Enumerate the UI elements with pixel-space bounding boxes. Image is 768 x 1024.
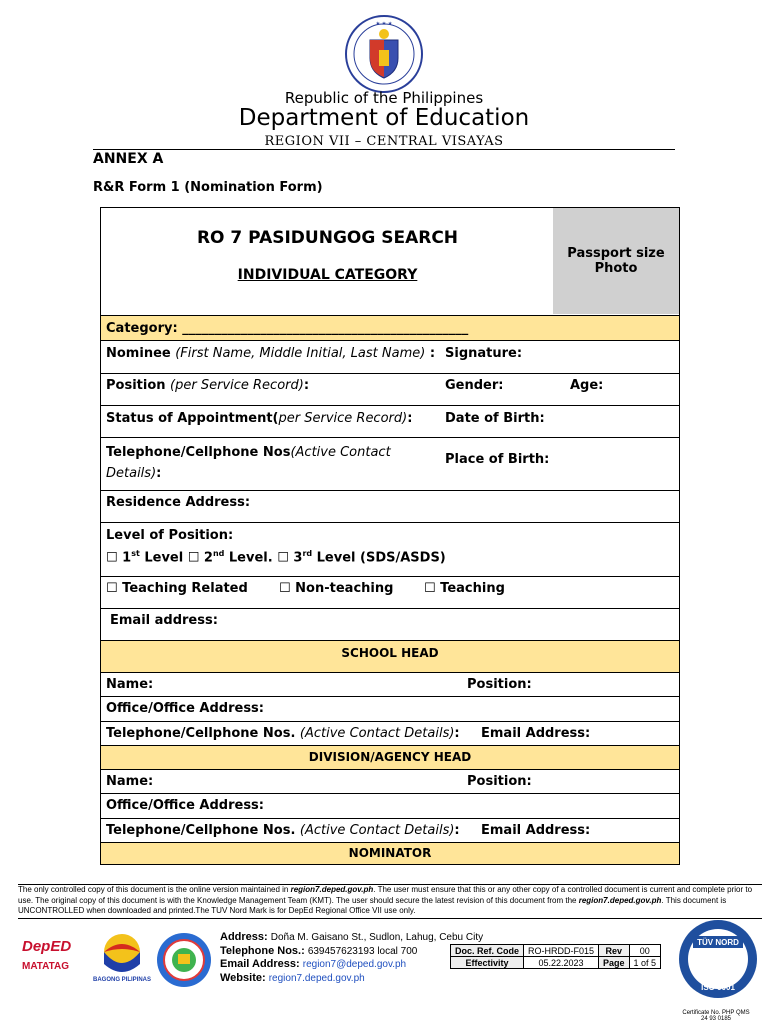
republic-heading: Republic of the Philippines xyxy=(284,89,484,107)
telephone-colon: : xyxy=(156,466,162,481)
level-3-text: Level (SDS/ASDS) xyxy=(312,550,446,566)
school-head-tel-colon: : xyxy=(454,726,460,741)
nominator-heading: NOMINATOR xyxy=(348,846,432,860)
department-heading: Department of Education xyxy=(238,105,530,131)
page-value: 1 of 5 xyxy=(629,957,661,969)
nominee-label: Nominee xyxy=(106,346,171,361)
school-head-email-label: Email Address: xyxy=(481,726,591,741)
iso-text: ISO 9001 xyxy=(701,983,735,992)
division-head-section xyxy=(101,745,679,769)
telephone-label: Telephone Nos.: xyxy=(220,944,308,957)
school-head-tel-hint: (Active Contact Details) xyxy=(299,726,455,741)
rev-label: Rev xyxy=(599,945,630,957)
region-vii-seal xyxy=(156,932,212,988)
cert-line2: 24 93 0185 xyxy=(700,1016,732,1022)
deped-logo-text: DepED xyxy=(22,938,72,955)
teaching-checkbox[interactable]: ☐ Teaching xyxy=(424,581,505,596)
svg-text:★ ★ ★: ★ ★ ★ xyxy=(375,21,393,27)
category-row[interactable] xyxy=(101,315,679,340)
gender-label: Gender: xyxy=(445,378,504,393)
passport-photo-box[interactable] xyxy=(553,208,679,314)
division-head-tel-colon: : xyxy=(454,823,460,838)
nominator-section xyxy=(101,842,679,864)
rev-value: 00 xyxy=(629,945,661,957)
tuv-nord-text: TÜV NORD xyxy=(697,938,739,947)
deped-seal-logo xyxy=(344,14,424,94)
division-head-office-label: Office/Office Address: xyxy=(106,798,264,813)
cert-line1: Certificate No. PHP QMS xyxy=(682,1010,750,1016)
nominee-hint: (First Name, Middle Initial, Last Name) xyxy=(175,346,426,361)
form-title: R&R Form 1 (Nomination Form) xyxy=(93,180,323,195)
email-label: Email address: xyxy=(110,613,218,628)
telephone-value: 639457623193 local 700 xyxy=(307,945,418,957)
school-head-section xyxy=(101,640,679,672)
nominee-colon: : xyxy=(425,346,436,361)
footer-divider-bottom xyxy=(18,918,762,919)
division-head-name-row[interactable] xyxy=(101,769,679,793)
document-reference-table xyxy=(450,944,661,969)
photo-label-line2: Photo xyxy=(594,261,638,276)
division-head-position-label: Position: xyxy=(467,774,532,789)
level-3-sup: rd xyxy=(302,549,313,558)
school-head-office-row[interactable] xyxy=(101,696,679,721)
place-of-birth-label: Place of Birth: xyxy=(445,452,550,467)
school-head-contact-row[interactable] xyxy=(101,721,679,745)
category-label: Category: xyxy=(106,321,183,336)
website-link[interactable]: region7.deped.gov.ph xyxy=(268,972,365,984)
status-hint: per Service Record) xyxy=(278,411,408,426)
age-label: Age: xyxy=(570,378,604,393)
footer-email-link[interactable]: region7@deped.gov.ph xyxy=(302,959,407,970)
school-head-office-label: Office/Office Address: xyxy=(106,701,264,716)
division-head-email-label: Email Address: xyxy=(481,823,591,838)
notice-site-link[interactable]: region7.deped.gov.ph xyxy=(290,885,374,894)
header-divider xyxy=(93,149,675,150)
division-head-tel-label: Telephone/Cellphone Nos. xyxy=(106,823,296,838)
residence-label: Residence Address: xyxy=(106,495,251,510)
level-3-checkbox[interactable]: Level. ☐ 3 xyxy=(224,550,303,566)
level-label: Level of Position: xyxy=(106,528,234,543)
dob-label: Date of Birth: xyxy=(445,411,545,426)
status-colon: : xyxy=(407,411,413,426)
residence-row[interactable] xyxy=(101,490,679,522)
footer-email-label: Email Address: xyxy=(220,958,303,970)
address-label: Address: xyxy=(220,931,271,943)
position-hint: (per Service Record) xyxy=(170,378,304,393)
position-row[interactable] xyxy=(101,373,679,405)
tuv-nord-iso-badge xyxy=(677,918,759,1000)
notice-part2: . The user must ensure that this or any other copy of a controlled document is current and complete prior to use. The original copy of this document is with the Knowledge Management Team (KMT). The user should secure the latest revision of this document from the xyxy=(18,885,753,905)
category-blank[interactable]: ____________________________________________ xyxy=(182,321,469,336)
telephone-label: Telephone/Cellphone Nos xyxy=(106,445,291,460)
website-label: Website: xyxy=(220,971,269,984)
address-value: Doña M. Gaisano St., Sudlon, Lahug, Cebu City xyxy=(270,932,484,943)
individual-category-heading: INDIVIDUAL CATEGORY xyxy=(237,267,418,283)
notice-part1: The only controlled copy of this document is the online version maintained in xyxy=(18,885,291,894)
school-head-name-row[interactable] xyxy=(101,672,679,696)
doc-ref-label: Doc. Ref. Code xyxy=(451,945,524,957)
telephone-hint1: (Active Contact xyxy=(290,445,391,460)
form-title-row xyxy=(101,208,679,315)
effectivity-label: Effectivity xyxy=(451,957,524,969)
position-label: Position xyxy=(106,378,166,393)
telephone-row[interactable] xyxy=(101,437,679,490)
nominee-row[interactable] xyxy=(101,340,679,373)
position-colon: : xyxy=(303,378,310,393)
division-head-contact-row[interactable] xyxy=(101,818,679,842)
status-row[interactable] xyxy=(101,405,679,437)
nomination-form-table xyxy=(100,207,680,865)
effectivity-value: 05.22.2023 xyxy=(524,957,599,969)
certificate-number xyxy=(670,1010,762,1022)
level-2-checkbox[interactable]: Level ☐ 2 xyxy=(139,550,213,566)
search-title: RO 7 PASIDUNGOG SEARCH xyxy=(196,228,459,248)
level-1-checkbox[interactable]: ☐ 1 xyxy=(106,550,132,566)
region-heading: REGION VII – CENTRAL VISAYAS xyxy=(264,134,504,149)
photo-label-line1: Passport size xyxy=(567,246,665,261)
footer-notice xyxy=(18,885,762,917)
level-2-sup: nd xyxy=(212,549,225,558)
school-head-name-label: Name: xyxy=(106,677,154,692)
bagong-pilipinas-text: BAGONG PILIPINAS xyxy=(92,977,151,983)
deped-matatag-logo xyxy=(22,938,82,988)
email-row[interactable] xyxy=(101,608,679,640)
division-head-tel-hint: (Active Contact Details) xyxy=(299,823,455,838)
matatag-logo-text: MATATAG xyxy=(22,961,70,972)
notice-part3: . This document is UNCONTROLLED when downloaded and printed.The TUV Nord Mark is for DepEd Regional Office VII use only. xyxy=(18,895,727,915)
office-contact-block xyxy=(220,931,483,985)
teaching-related-checkbox[interactable]: ☐ Teaching Related xyxy=(106,581,248,596)
doc-ref-value: RO-HRDD-F015 xyxy=(524,945,599,957)
telephone-hint2: Details) xyxy=(106,466,157,481)
teaching-type-row[interactable] xyxy=(101,576,679,608)
division-head-heading: DIVISION/AGENCY HEAD xyxy=(308,750,472,764)
school-head-heading: SCHOOL HEAD xyxy=(341,646,439,660)
level-1-sup: st xyxy=(131,549,140,558)
division-head-name-label: Name: xyxy=(106,774,154,789)
page-label: Page xyxy=(599,957,630,969)
school-head-position-label: Position: xyxy=(467,677,532,692)
school-head-tel-label: Telephone/Cellphone Nos. xyxy=(106,726,296,741)
level-row[interactable] xyxy=(101,522,679,576)
division-head-office-row[interactable] xyxy=(101,793,679,818)
notice-site-link2[interactable]: region7.deped.gov.ph xyxy=(578,895,662,905)
signature-label: Signature: xyxy=(445,346,523,361)
status-label: Status of Appointment( xyxy=(106,411,279,426)
annex-label: ANNEX A xyxy=(93,151,164,167)
non-teaching-checkbox[interactable]: ☐ Non-teaching xyxy=(279,581,394,596)
